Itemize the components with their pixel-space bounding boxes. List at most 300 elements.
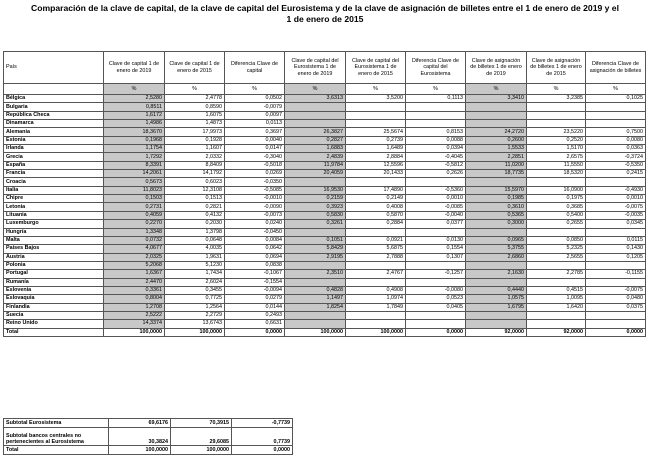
- unit-cell: %: [346, 84, 406, 95]
- cell-value: 0,2739: [346, 136, 406, 144]
- cell-value: 0,4440: [466, 286, 527, 294]
- cell-value: 100,0000: [165, 328, 225, 336]
- cell-value: -0,5360: [406, 186, 466, 194]
- cell-value: 14,3374: [104, 320, 165, 328]
- cell-value: 1,0575: [466, 295, 527, 303]
- cell-value: 0,3923: [285, 203, 346, 211]
- unit-cell: %: [406, 84, 466, 95]
- cell-value: 0,0240: [225, 220, 285, 228]
- cell-value: 2,5222: [104, 311, 165, 319]
- cell-value: -0,4045: [406, 153, 466, 161]
- cell-value: 1,6075: [165, 111, 225, 119]
- cell-value: 0,5870: [346, 211, 406, 219]
- cell-value: 18,5320: [527, 170, 586, 178]
- row-label: Letonia: [4, 203, 104, 211]
- cell-value: 0,3261: [285, 220, 346, 228]
- cell-value: 2,1630: [466, 270, 527, 278]
- cell-value: 0,3455: [165, 286, 225, 294]
- cell-value: [586, 103, 646, 111]
- header-c3: Diferencia Clave de capital: [225, 52, 285, 84]
- cell-value: 0,8590: [165, 103, 225, 111]
- cell-value: 0,2520: [527, 136, 586, 144]
- cell-value: 0,3610: [466, 203, 527, 211]
- table-row: [4, 161, 646, 169]
- table-row: [4, 311, 646, 319]
- table-row: [4, 253, 646, 261]
- cell-value: 0,5830: [285, 211, 346, 219]
- cell-value: [406, 261, 466, 269]
- cell-value: 0,0642: [225, 245, 285, 253]
- cell-value: [586, 111, 646, 119]
- table-row: [4, 245, 646, 253]
- subtotal-table: [3, 418, 293, 455]
- header-c8: Clave de asignación de billetes 1 de enero de 2015: [527, 52, 586, 84]
- cell-value: [346, 103, 406, 111]
- cell-value: 0,1513: [165, 195, 225, 203]
- cell-value: 2,4778: [165, 95, 225, 103]
- cell-value: 1,6420: [527, 303, 586, 311]
- cell-value: -0,1155: [586, 270, 646, 278]
- cell-value: 0,0084: [225, 236, 285, 244]
- cell-value: [466, 311, 527, 319]
- cell-value: [346, 228, 406, 236]
- cell-value: [285, 228, 346, 236]
- cell-value: 92,0000: [466, 328, 527, 336]
- cell-value: [346, 111, 406, 119]
- cell-value: [346, 120, 406, 128]
- cell-value: [406, 120, 466, 128]
- cell-value: 20,1433: [346, 170, 406, 178]
- cell-value: [285, 111, 346, 119]
- cell-value: 2,2785: [527, 270, 586, 278]
- cell-value: 0,5365: [466, 211, 527, 219]
- cell-value: -0,0035: [586, 211, 646, 219]
- cell-value: 29,6085: [171, 428, 232, 446]
- table-row: [4, 320, 646, 328]
- cell-value: 0,2821: [165, 203, 225, 211]
- row-label: Total: [4, 446, 109, 455]
- cell-value: 0,0010: [406, 195, 466, 203]
- cell-value: 2,2729: [165, 311, 225, 319]
- cell-value: 1,8254: [285, 303, 346, 311]
- header-country: País: [4, 52, 104, 84]
- cell-value: -0,3724: [586, 153, 646, 161]
- cell-value: 0,0000: [406, 328, 466, 336]
- row-label: Suecia: [4, 311, 104, 319]
- cell-value: 0,1051: [285, 236, 346, 244]
- cell-value: [346, 311, 406, 319]
- cell-value: 0,0269: [225, 170, 285, 178]
- cell-value: [586, 120, 646, 128]
- cell-value: 8,8409: [165, 161, 225, 169]
- cell-value: 0,0394: [406, 145, 466, 153]
- cell-value: 3,2385: [527, 95, 586, 103]
- table-row: [4, 145, 646, 153]
- cell-value: 0,1975: [527, 195, 586, 203]
- cell-value: 0,0732: [104, 236, 165, 244]
- cell-value: -0,1554: [225, 278, 285, 286]
- cell-value: 20,4059: [285, 170, 346, 178]
- cell-value: 0,4828: [285, 286, 346, 294]
- cell-value: 2,5280: [104, 95, 165, 103]
- cell-value: 25,5674: [346, 128, 406, 136]
- subtotal-row: [4, 446, 293, 455]
- cell-value: 8,3391: [104, 161, 165, 169]
- cell-value: 0,1985: [466, 195, 527, 203]
- cell-value: -0,0079: [225, 103, 285, 111]
- cell-value: 0,8153: [406, 128, 466, 136]
- subtotal-row: [4, 428, 293, 446]
- cell-value: 0,4908: [346, 286, 406, 294]
- cell-value: 0,0130: [406, 236, 466, 244]
- cell-value: [586, 311, 646, 319]
- cell-value: [466, 320, 527, 328]
- cell-value: 0,2493: [225, 311, 285, 319]
- cell-value: 30,3824: [109, 428, 171, 446]
- row-label: Estonia: [4, 136, 104, 144]
- row-label: Total: [4, 328, 104, 336]
- unit-cell: %: [165, 84, 225, 95]
- cell-value: [527, 178, 586, 186]
- cell-value: 0,4008: [346, 203, 406, 211]
- cell-value: -0,0075: [586, 203, 646, 211]
- cell-value: 0,0377: [406, 220, 466, 228]
- table-row: [4, 220, 646, 228]
- cell-value: 2,7888: [346, 253, 406, 261]
- cell-value: -0,1257: [406, 270, 466, 278]
- row-label: Austria: [4, 253, 104, 261]
- cell-value: 16,9530: [285, 186, 346, 194]
- cell-value: 0,4132: [165, 211, 225, 219]
- cell-value: 1,1754: [104, 145, 165, 153]
- cell-value: [406, 111, 466, 119]
- table-row: [4, 195, 646, 203]
- cell-value: 1,2564: [165, 303, 225, 311]
- table-row: [4, 303, 646, 311]
- cell-value: 0,1025: [586, 95, 646, 103]
- unit-cell: %: [285, 84, 346, 95]
- cell-value: 0,2827: [285, 136, 346, 144]
- cell-value: -0,0450: [225, 228, 285, 236]
- unit-cell: %: [527, 84, 586, 95]
- table-row: [4, 228, 646, 236]
- cell-value: 1,6367: [104, 270, 165, 278]
- cell-value: 0,0144: [225, 303, 285, 311]
- row-label: Italia: [4, 186, 104, 194]
- cell-value: 0,0502: [225, 95, 285, 103]
- cell-value: 0,2626: [406, 170, 466, 178]
- cell-value: [285, 320, 346, 328]
- cell-value: [466, 178, 527, 186]
- cell-value: [285, 278, 346, 286]
- cell-value: 0,0040: [225, 136, 285, 144]
- cell-value: 1,0095: [527, 295, 586, 303]
- cell-value: 1,1607: [165, 145, 225, 153]
- row-label: Finlandia: [4, 303, 104, 311]
- cell-value: 0,0375: [586, 303, 646, 311]
- row-label: Bélgica: [4, 95, 104, 103]
- cell-value: 0,0000: [225, 328, 285, 336]
- cell-value: [406, 228, 466, 236]
- cell-value: 0,0405: [406, 303, 466, 311]
- cell-value: 0,0088: [406, 136, 466, 144]
- cell-value: 2,5655: [527, 253, 586, 261]
- cell-value: -0,0075: [586, 286, 646, 294]
- cell-value: 1,2708: [104, 303, 165, 311]
- cell-value: [527, 278, 586, 286]
- header-c5: Clave de capital del Eurosistema 1 de enero de 2015: [346, 52, 406, 84]
- table-row: [4, 203, 646, 211]
- unit-row: [4, 84, 646, 95]
- cell-value: 1,9631: [165, 253, 225, 261]
- cell-value: 100,0000: [109, 446, 171, 455]
- row-label: Hungría: [4, 228, 104, 236]
- cell-value: 0,1430: [586, 245, 646, 253]
- cell-value: [527, 261, 586, 269]
- cell-value: -0,7739: [232, 419, 293, 428]
- cell-value: 69,6176: [109, 419, 171, 428]
- cell-value: 0,4515: [527, 286, 586, 294]
- cell-value: 0,3685: [527, 203, 586, 211]
- cell-value: 1,6489: [346, 145, 406, 153]
- row-label: Grecia: [4, 153, 104, 161]
- cell-value: 1,5170: [527, 145, 586, 153]
- cell-value: 15,5970: [466, 186, 527, 194]
- cell-value: 1,3798: [165, 228, 225, 236]
- row-label: Polonia: [4, 261, 104, 269]
- cell-value: 0,1968: [104, 136, 165, 144]
- cell-value: 0,2884: [346, 220, 406, 228]
- cell-value: 11,8023: [104, 186, 165, 194]
- row-label: Alemania: [4, 128, 104, 136]
- cell-value: 0,0694: [225, 253, 285, 261]
- header-c7: Clave de asignación de billetes 1 de enero de 2019: [466, 52, 527, 84]
- header-c2: Clave de capital 1 de enero de 2015: [165, 52, 225, 84]
- cell-value: -0,4930: [586, 186, 646, 194]
- cell-value: 4,0677: [104, 245, 165, 253]
- cell-value: 0,0648: [165, 236, 225, 244]
- cell-value: [406, 278, 466, 286]
- cell-value: -0,0010: [225, 195, 285, 203]
- row-label: Eslovaquia: [4, 295, 104, 303]
- cell-value: 0,1503: [104, 195, 165, 203]
- cell-value: [586, 278, 646, 286]
- cell-value: -0,3040: [225, 153, 285, 161]
- cell-value: 100,0000: [285, 328, 346, 336]
- cell-value: -0,5018: [225, 161, 285, 169]
- cell-value: -0,0094: [225, 286, 285, 294]
- cell-value: 0,0080: [586, 136, 646, 144]
- cell-value: [346, 278, 406, 286]
- cell-value: 1,5533: [466, 145, 527, 153]
- header-c6: Diferencia Clave de capital del Eurosistema: [406, 52, 466, 84]
- cell-value: 0,3000: [466, 220, 527, 228]
- cell-value: 0,8004: [104, 295, 165, 303]
- cell-value: 2,6575: [527, 153, 586, 161]
- row-label: Irlanda: [4, 145, 104, 153]
- table-header-row: [4, 52, 646, 84]
- cell-value: 2,6024: [165, 278, 225, 286]
- cell-value: 0,0345: [586, 220, 646, 228]
- cell-value: 11,9784: [285, 161, 346, 169]
- cell-value: 1,7292: [104, 153, 165, 161]
- cell-value: 0,2731: [104, 203, 165, 211]
- cell-value: 100,0000: [171, 446, 232, 455]
- cell-value: -0,0040: [406, 211, 466, 219]
- cell-value: -0,0350: [225, 178, 285, 186]
- table-row: [4, 128, 646, 136]
- cell-value: 17,9973: [165, 128, 225, 136]
- header-c1: Clave de capital 1 de enero de 2019: [104, 52, 165, 84]
- cell-value: 0,7739: [232, 428, 293, 446]
- cell-value: [406, 320, 466, 328]
- cell-value: 0,0000: [586, 328, 646, 336]
- cell-value: 0,0279: [225, 295, 285, 303]
- cell-value: 0,0480: [586, 295, 646, 303]
- cell-value: 0,2415: [586, 170, 646, 178]
- cell-value: 5,2325: [527, 245, 586, 253]
- cell-value: 0,3361: [104, 286, 165, 294]
- cell-value: -0,5350: [586, 161, 646, 169]
- cell-value: -0,0080: [406, 286, 466, 294]
- cell-value: 1,7434: [165, 270, 225, 278]
- cell-value: 0,1113: [406, 95, 466, 103]
- cell-value: 2,9195: [285, 253, 346, 261]
- cell-value: 11,5550: [527, 161, 586, 169]
- cell-value: 18,3670: [104, 128, 165, 136]
- unit-cell: %: [104, 84, 165, 95]
- table-row: [4, 236, 646, 244]
- cell-value: 0,3697: [225, 128, 285, 136]
- row-label: Reino Unido: [4, 320, 104, 328]
- cell-value: [285, 311, 346, 319]
- cell-value: 14,2061: [104, 170, 165, 178]
- cell-value: 18,7735: [466, 170, 527, 178]
- table-row: [4, 261, 646, 269]
- cell-value: 0,2159: [285, 195, 346, 203]
- table-row: [4, 136, 646, 144]
- row-label: Bulgaria: [4, 103, 104, 111]
- table-row: [4, 286, 646, 294]
- cell-value: 0,1554: [406, 245, 466, 253]
- cell-value: 0,0010: [586, 195, 646, 203]
- cell-value: 12,5596: [346, 161, 406, 169]
- table-row: [4, 120, 646, 128]
- cell-value: -0,5085: [225, 186, 285, 194]
- cell-value: 2,4767: [346, 270, 406, 278]
- header-c4: Clave de capital del Eurosistema 1 de enero de 2019: [285, 52, 346, 84]
- cell-value: 0,8511: [104, 103, 165, 111]
- cell-value: [285, 178, 346, 186]
- cell-value: 0,1928: [165, 136, 225, 144]
- cell-value: [586, 261, 646, 269]
- cell-value: 0,5673: [104, 178, 165, 186]
- table-row: [4, 186, 646, 194]
- cell-value: 0,0965: [466, 236, 527, 244]
- row-label: Luxemburgo: [4, 220, 104, 228]
- cell-value: [527, 103, 586, 111]
- cell-value: [466, 261, 527, 269]
- row-label: España: [4, 161, 104, 169]
- cell-value: 1,4986: [104, 120, 165, 128]
- unit-cell: %: [466, 84, 527, 95]
- row-label: Chipre: [4, 195, 104, 203]
- cell-value: 1,3348: [104, 228, 165, 236]
- row-label: Subtotal Eurosistema: [4, 419, 109, 428]
- cell-value: 70,3915: [171, 419, 232, 428]
- cell-value: 0,2149: [346, 195, 406, 203]
- unit-cell-empty: [4, 84, 104, 95]
- cell-value: 1,4873: [165, 120, 225, 128]
- cell-value: 0,7725: [165, 295, 225, 303]
- page-title: Comparación de la clave de capital, de la clave de capital del Eurosistema y de la clave de asignación de billetes entre el 1 de enero de 2019 y el 1 de enero de 2015: [31, 3, 619, 24]
- cell-value: 12,3108: [165, 186, 225, 194]
- cell-value: [586, 178, 646, 186]
- cell-value: 5,3755: [466, 245, 527, 253]
- cell-value: 0,0115: [586, 236, 646, 244]
- cell-value: 3,6313: [285, 95, 346, 103]
- row-label: Francia: [4, 170, 104, 178]
- table-row: [4, 111, 646, 119]
- cell-value: 17,4890: [346, 186, 406, 194]
- cell-value: 24,2720: [466, 128, 527, 136]
- cell-value: 1,6883: [285, 145, 346, 153]
- cell-value: 100,0000: [104, 328, 165, 336]
- cell-value: 2,6860: [466, 253, 527, 261]
- table-row: [4, 295, 646, 303]
- header-c9: Diferencia Clave de asignación de billetes: [586, 52, 646, 84]
- row-label: Subtotal bancos centrales no pertenecientes al Eurosistema: [4, 428, 109, 446]
- cell-value: [466, 120, 527, 128]
- row-label: Portugal: [4, 270, 104, 278]
- row-label: Eslovenia: [4, 286, 104, 294]
- cell-value: 0,0097: [225, 111, 285, 119]
- cell-value: -0,0085: [406, 203, 466, 211]
- cell-value: [466, 103, 527, 111]
- unit-cell: %: [586, 84, 646, 95]
- cell-value: 100,0000: [346, 328, 406, 336]
- cell-value: 1,7849: [346, 303, 406, 311]
- cell-value: 0,1205: [586, 253, 646, 261]
- cell-value: [346, 261, 406, 269]
- subtotal-row: [4, 419, 293, 428]
- cell-value: [285, 261, 346, 269]
- cell-value: 2,0332: [165, 153, 225, 161]
- cell-value: 0,2270: [104, 220, 165, 228]
- cell-value: [527, 228, 586, 236]
- cell-value: -0,5812: [406, 161, 466, 169]
- cell-value: [406, 178, 466, 186]
- cell-value: 2,8884: [346, 153, 406, 161]
- cell-value: 1,6795: [466, 303, 527, 311]
- table-row: [4, 103, 646, 111]
- unit-cell: %: [225, 84, 285, 95]
- cell-value: 0,0850: [527, 236, 586, 244]
- cell-value: 0,0523: [406, 295, 466, 303]
- cell-value: [527, 311, 586, 319]
- cell-value: [466, 228, 527, 236]
- cell-value: 0,0921: [346, 236, 406, 244]
- cell-value: 0,1307: [406, 253, 466, 261]
- cell-value: 0,0113: [225, 120, 285, 128]
- capital-key-table: [3, 51, 646, 337]
- cell-value: -0,0090: [225, 203, 285, 211]
- cell-value: 0,0147: [225, 145, 285, 153]
- cell-value: -0,1067: [225, 270, 285, 278]
- cell-value: [285, 103, 346, 111]
- cell-value: [586, 320, 646, 328]
- cell-value: 0,6631: [225, 320, 285, 328]
